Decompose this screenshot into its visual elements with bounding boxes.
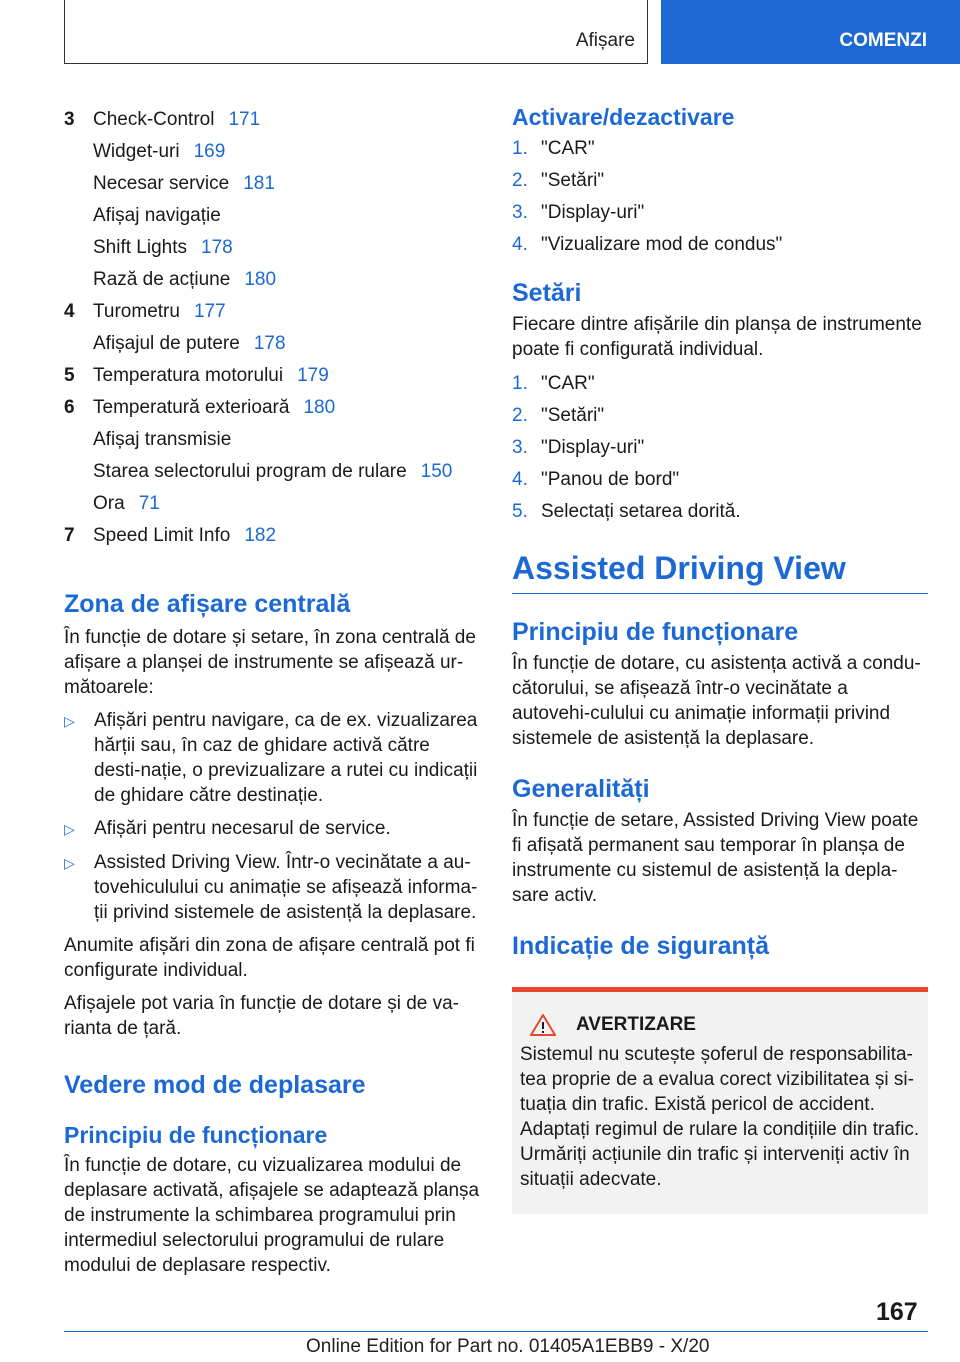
legend-row [64, 136, 480, 168]
legend-label: Rază de acțiune [93, 269, 231, 290]
step-number: 1. [512, 138, 528, 159]
step-item [512, 400, 928, 432]
step-text: Selectați setarea dorită. [541, 501, 741, 522]
drive-mode-subtitle: Principiu de funcționare [64, 1122, 328, 1148]
adv-principle-text: În funcție de dotare, cu asistența activă a condu-cătorului, se afișează într-o vecinătate a autovehi-culului cu animație informații privind sistemele de asistență la deplasare. [512, 653, 921, 749]
warning-box [512, 987, 928, 1214]
activate-steps [512, 133, 928, 261]
step-number: 2. [512, 405, 528, 426]
step-item [512, 368, 928, 400]
triangle-bullet-icon: ▷ [64, 713, 75, 729]
legend-row [64, 296, 480, 328]
page-reference-link[interactable]: 178 [201, 237, 233, 258]
legend-label: Temperatură exterioară [93, 397, 290, 418]
legend-label: Widget-uri [93, 141, 180, 162]
step-item [512, 197, 928, 229]
legend-list [64, 104, 480, 552]
page-reference-link[interactable]: 180 [303, 397, 336, 418]
legend-row [64, 104, 480, 136]
step-text: "Vizualizare mod de condus" [541, 234, 783, 255]
page-reference-link[interactable]: 169 [193, 141, 226, 162]
step-number: 1. [512, 373, 528, 394]
activate-title: Activare/dezactivare [512, 104, 735, 130]
legend-label: Turometru [93, 301, 180, 322]
step-item [512, 496, 928, 528]
page-reference-link[interactable]: 181 [243, 173, 275, 194]
header-frame [64, 0, 648, 64]
legend-label: Speed Limit Info [93, 525, 231, 546]
tab-comenzi[interactable]: COMENZI [661, 0, 960, 64]
step-text: "Panou de bord" [541, 469, 680, 490]
page-reference-link[interactable]: 182 [244, 525, 277, 546]
step-number: 2. [512, 170, 528, 191]
legend-label: Afișaj transmisie [93, 429, 232, 450]
legend-label: Check-Control [93, 109, 215, 130]
step-text: "CAR" [541, 138, 595, 159]
legend-row [64, 520, 480, 552]
legend-row [64, 232, 480, 264]
step-number: 4. [512, 469, 528, 490]
legend-row [64, 392, 480, 424]
step-number: 4. [512, 234, 528, 255]
adv-safety-title: Indicație de siguranță [512, 932, 770, 960]
legend-number: 6 [64, 397, 75, 418]
legend-row [64, 168, 480, 200]
page-reference-link[interactable]: 178 [253, 333, 286, 354]
step-item [512, 133, 928, 165]
step-text: "Display-uri" [541, 437, 645, 458]
adv-principle-title: Principiu de funcționare [512, 618, 799, 646]
legend-label: Shift Lights [93, 237, 187, 258]
legend-label: Ora [93, 493, 125, 514]
page-reference-link[interactable]: 171 [228, 109, 261, 130]
step-item [512, 464, 928, 496]
legend-row [64, 424, 480, 456]
triangle-bullet-icon: ▷ [64, 855, 75, 871]
central-paragraph-2: Afișajele pot varia în funcție de dotare și de va-rianta de țară. [64, 993, 460, 1039]
step-item [512, 432, 928, 464]
step-text: "Setări" [541, 405, 605, 426]
step-item [512, 165, 928, 197]
step-number: 3. [512, 437, 528, 458]
warning-triangle-icon [530, 1014, 556, 1036]
adv-title: Assisted Driving View [512, 550, 846, 586]
legend-label: Starea selectorului program de rulare [93, 461, 407, 482]
page-reference-link[interactable]: 150 [420, 461, 453, 482]
settings-steps [512, 368, 928, 528]
legend-row [64, 360, 480, 392]
warning-label: AVERTIZARE [576, 1014, 696, 1035]
settings-title: Setări [512, 279, 582, 307]
drive-mode-title: Vedere mod de deplasare [64, 1071, 366, 1099]
settings-text: Fiecare dintre afișările din planșa de instrumente poate fi configurată individual. [512, 314, 922, 360]
step-item [512, 229, 928, 261]
warning-text: Sistemul nu scutește șoferul de responsabilita-tea proprie de a evalua corect vizibilitatea și si-tuația din trafic. Există pericol de accident. Adaptați regimul de rulare la condițiile din trafic. Urmăriți acțiunile din trafic și interveniți activ în situații adecvate. [520, 1044, 920, 1190]
step-text: "CAR" [541, 373, 595, 394]
legend-label: Afișaj navigație [93, 205, 221, 226]
legend-row [64, 488, 480, 520]
step-number: 5. [512, 501, 528, 522]
adv-general-text: În funcție de setare, Assisted Driving View poate fi afișată permanent sau temporar în planșa de instrumente cu sistemul de asistență la depla-sare activ. [512, 810, 919, 906]
step-number: 3. [512, 202, 528, 223]
page-number: 167 [876, 1298, 918, 1326]
legend-row [64, 264, 480, 296]
warning-header [530, 1014, 920, 1036]
footer-divider [64, 1331, 928, 1332]
step-text: "Setări" [541, 170, 605, 191]
central-intro: În funcție de dotare și setare, în zona centrală de afișare a planșei de instrumente se afișează ur-mătoarele: [64, 627, 476, 698]
list-item: ▷ Afișări pentru navigare, ca de ex. vizualizarea hărții sau, în caz de ghidare activă către desti-nație, o previzualizare a rutei cu indicații de ghidare către destinație. [64, 710, 478, 806]
drive-mode-text: În funcție de dotare, cu vizualizarea modului de deplasare activată, afișajele se adaptează planșa de instrumente la schimbarea programului prin intermediul selectorului programului de rulare modului de deplasare respectiv. [64, 1155, 480, 1276]
left-column [64, 104, 480, 1278]
adv-heading [512, 550, 928, 594]
legend-number: 5 [64, 365, 75, 386]
list-item: ▷ Afișări pentru necesarul de service. [64, 816, 480, 842]
legend-label: Temperatura motorului [93, 365, 284, 386]
adv-general-title: Generalități [512, 775, 650, 803]
triangle-bullet-icon: ▷ [64, 821, 75, 837]
list-item: ▷ Assisted Driving View. Într-o vecinătate a au-tovehiculului cu animație se afișează informa-ții privind sistemele de asistență la deplasare. [64, 852, 478, 923]
page-reference-link[interactable]: 177 [193, 301, 226, 322]
legend-label: Necesar service [93, 173, 230, 194]
central-title: Zona de afișare centrală [64, 590, 351, 618]
legend-row [64, 328, 480, 360]
legend-row [64, 200, 480, 232]
legend-number: 4 [64, 301, 75, 322]
page-reference-link[interactable]: 179 [297, 365, 329, 386]
page-reference-link[interactable]: 180 [244, 269, 277, 290]
legend-number: 7 [64, 525, 75, 546]
section-title: Afișare [575, 30, 635, 51]
right-column [512, 104, 928, 1214]
legend-label: Afișajul de putere [93, 333, 240, 354]
legend-row [64, 456, 480, 488]
page-reference-link[interactable]: 71 [138, 493, 160, 514]
central-paragraph-1: Anumite afișări din zona de afișare centrală pot fi configurate individual. [64, 935, 475, 981]
step-text: "Display-uri" [541, 202, 645, 223]
legend-number: 3 [64, 109, 75, 130]
footer-edition: Online Edition for Part no. 01405A1EBB9 - X/20 [306, 1336, 710, 1357]
